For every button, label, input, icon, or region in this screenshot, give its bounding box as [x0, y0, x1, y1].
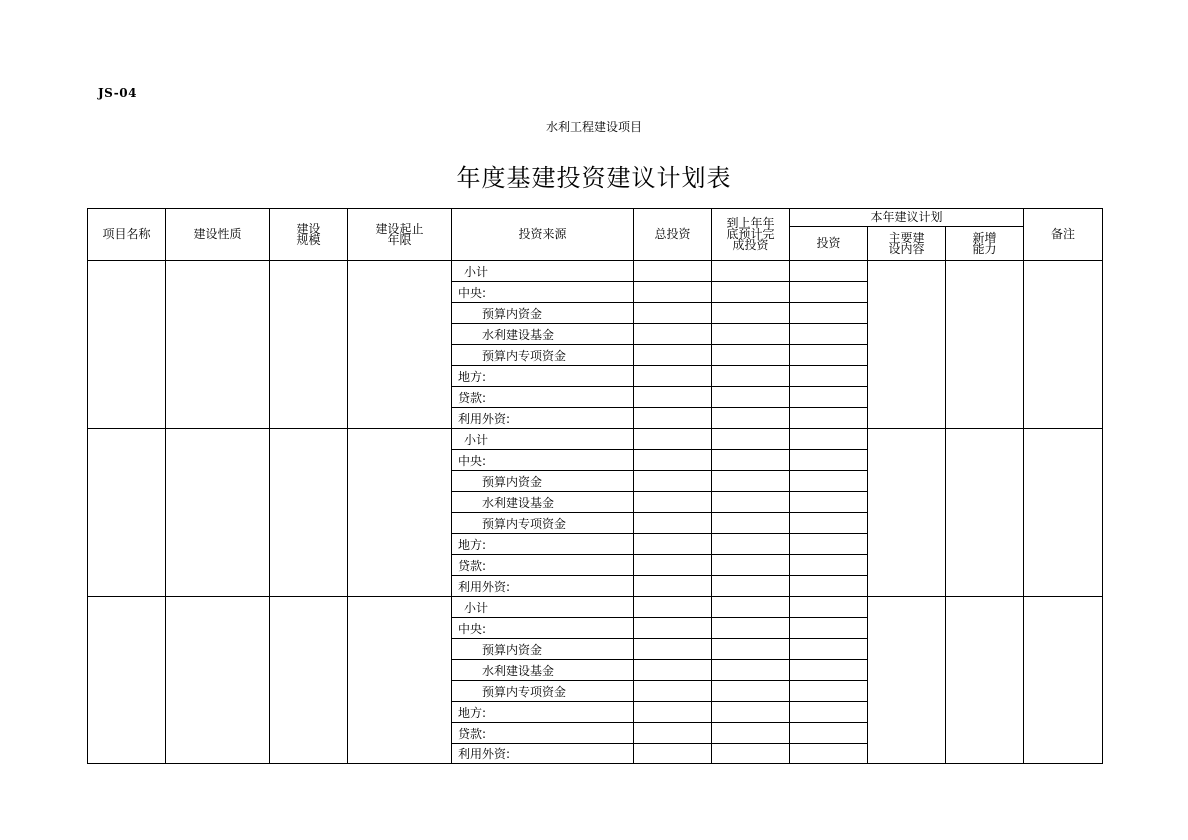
remarks-cell[interactable]: [1024, 597, 1103, 764]
total-investment-cell[interactable]: [634, 429, 712, 450]
total-investment-cell[interactable]: [634, 597, 712, 618]
total-investment-cell[interactable]: [634, 639, 712, 660]
new-capacity-cell[interactable]: [946, 597, 1024, 764]
header-construction-nature: 建设性质: [166, 209, 270, 261]
annual-investment-cell[interactable]: [790, 513, 868, 534]
annual-investment-cell[interactable]: [790, 366, 868, 387]
completed-investment-cell[interactable]: [712, 261, 790, 282]
funding-source-label: 预算内专项资金: [452, 345, 634, 366]
annual-investment-cell[interactable]: [790, 492, 868, 513]
project-name-cell[interactable]: [88, 261, 166, 429]
funding-source-label: 地方:: [452, 534, 634, 555]
funding-source-label: 水利建设基金: [452, 492, 634, 513]
funding-source-label: 小计: [452, 261, 634, 282]
funding-source-label: 地方:: [452, 702, 634, 723]
total-investment-cell[interactable]: [634, 555, 712, 576]
total-investment-cell[interactable]: [634, 513, 712, 534]
annual-investment-cell[interactable]: [790, 261, 868, 282]
annual-investment-cell[interactable]: [790, 282, 868, 303]
total-investment-cell[interactable]: [634, 408, 712, 429]
header-scale-line: 建设: [296, 221, 321, 236]
completed-investment-cell[interactable]: [712, 555, 790, 576]
completed-investment-cell[interactable]: [712, 303, 790, 324]
header-total-investment: 总投资: [634, 209, 712, 261]
completed-investment-cell[interactable]: [712, 702, 790, 723]
completed-investment-cell[interactable]: [712, 597, 790, 618]
funding-source-label: 贷款:: [452, 555, 634, 576]
funding-source-label: 水利建设基金: [452, 660, 634, 681]
main-content-cell[interactable]: [868, 261, 946, 429]
header-annual-plan: 本年建议计划: [790, 209, 1024, 227]
completed-investment-cell[interactable]: [712, 492, 790, 513]
scale-cell[interactable]: [270, 429, 348, 597]
header-scale-line: 规模: [296, 232, 321, 247]
funding-source-label: 地方:: [452, 366, 634, 387]
header-period-line: 建设起止: [375, 221, 424, 236]
completed-investment-cell[interactable]: [712, 660, 790, 681]
annual-investment-cell[interactable]: [790, 450, 868, 471]
annual-investment-cell[interactable]: [790, 723, 868, 744]
header-remarks: 备注: [1024, 209, 1103, 261]
table-body: [88, 261, 1103, 764]
header-funding-source: 投资来源: [452, 209, 634, 261]
header-completed-line: 到上年年: [726, 216, 775, 230]
header-main-content-line: 设内容: [888, 241, 925, 256]
funding-source-label: 中央:: [452, 282, 634, 303]
header-annual-investment: 投资: [790, 227, 868, 261]
annual-investment-cell[interactable]: [790, 555, 868, 576]
total-investment-cell[interactable]: [634, 282, 712, 303]
total-investment-cell[interactable]: [634, 660, 712, 681]
funding-source-label: 预算内专项资金: [452, 513, 634, 534]
total-investment-cell[interactable]: [634, 324, 712, 345]
total-investment-cell[interactable]: [634, 702, 712, 723]
investment-plan-table: [87, 208, 1103, 764]
annual-investment-cell[interactable]: [790, 429, 868, 450]
header-scale: [270, 209, 348, 261]
scale-cell[interactable]: [270, 261, 348, 429]
document-title: 年度基建投资建议计划表: [456, 164, 732, 192]
funding-source-label: 利用外资:: [452, 744, 634, 764]
completed-investment-cell[interactable]: [712, 639, 790, 660]
header-completed-line: 成投资: [732, 238, 769, 252]
construction-nature-cell[interactable]: [166, 429, 270, 597]
completed-investment-cell[interactable]: [712, 513, 790, 534]
main-content-cell[interactable]: [868, 597, 946, 764]
construction-nature-cell[interactable]: [166, 597, 270, 764]
completed-investment-cell[interactable]: [712, 618, 790, 639]
period-cell[interactable]: [348, 261, 452, 429]
annual-investment-cell[interactable]: [790, 660, 868, 681]
remarks-cell[interactable]: [1024, 261, 1103, 429]
document-subtitle: 水利工程建设项目: [545, 120, 642, 134]
scale-cell[interactable]: [270, 597, 348, 764]
period-cell[interactable]: [348, 597, 452, 764]
header-period-line: 年限: [387, 232, 412, 247]
header-project-name: 项目名称: [88, 209, 166, 261]
header-completed-by-last-year: [712, 209, 790, 261]
total-investment-cell[interactable]: [634, 744, 712, 764]
annual-investment-cell[interactable]: [790, 534, 868, 555]
table-row: [88, 597, 1103, 618]
header-new-capacity-line: 新增: [972, 230, 997, 245]
total-investment-cell[interactable]: [634, 450, 712, 471]
total-investment-cell[interactable]: [634, 345, 712, 366]
project-name-cell[interactable]: [88, 429, 166, 597]
funding-source-label: 预算内资金: [452, 471, 634, 492]
header-new-capacity-line: 能力: [972, 241, 997, 256]
completed-investment-cell[interactable]: [712, 744, 790, 764]
funding-source-label: 预算内资金: [452, 303, 634, 324]
annual-investment-cell[interactable]: [790, 324, 868, 345]
annual-investment-cell[interactable]: [790, 702, 868, 723]
funding-source-label: 贷款:: [452, 723, 634, 744]
funding-source-label: 小计: [452, 597, 634, 618]
funding-source-label: 中央:: [452, 450, 634, 471]
total-investment-cell[interactable]: [634, 723, 712, 744]
annual-investment-cell[interactable]: [790, 408, 868, 429]
new-capacity-cell[interactable]: [946, 261, 1024, 429]
completed-investment-cell[interactable]: [712, 345, 790, 366]
funding-source-label: 水利建设基金: [452, 324, 634, 345]
completed-investment-cell[interactable]: [712, 429, 790, 450]
completed-investment-cell[interactable]: [712, 282, 790, 303]
annual-investment-cell[interactable]: [790, 303, 868, 324]
total-investment-cell[interactable]: [634, 261, 712, 282]
funding-source-label: 预算内资金: [452, 639, 634, 660]
remarks-cell[interactable]: [1024, 429, 1103, 597]
completed-investment-cell[interactable]: [712, 681, 790, 702]
annual-investment-cell[interactable]: [790, 387, 868, 408]
annual-investment-cell[interactable]: [790, 345, 868, 366]
header-main-content-line: 主要建: [888, 230, 925, 245]
total-investment-cell[interactable]: [634, 534, 712, 555]
header-new-capacity: [946, 227, 1024, 261]
total-investment-cell[interactable]: [634, 618, 712, 639]
form-code: JS-04: [98, 86, 137, 100]
annual-investment-cell[interactable]: [790, 576, 868, 597]
funding-source-label: 预算内专项资金: [452, 681, 634, 702]
annual-investment-cell[interactable]: [790, 618, 868, 639]
total-investment-cell[interactable]: [634, 366, 712, 387]
new-capacity-cell[interactable]: [946, 429, 1024, 597]
construction-nature-cell[interactable]: [166, 261, 270, 429]
header-completed-line: 底预计完: [726, 227, 775, 241]
funding-source-label: 中央:: [452, 618, 634, 639]
period-cell[interactable]: [348, 429, 452, 597]
annual-investment-cell[interactable]: [790, 639, 868, 660]
completed-investment-cell[interactable]: [712, 387, 790, 408]
annual-investment-cell[interactable]: [790, 681, 868, 702]
completed-investment-cell[interactable]: [712, 450, 790, 471]
total-investment-cell[interactable]: [634, 576, 712, 597]
completed-investment-cell[interactable]: [712, 324, 790, 345]
header-period: [348, 209, 452, 261]
header-main-content: [868, 227, 946, 261]
funding-source-label: 贷款:: [452, 387, 634, 408]
total-investment-cell[interactable]: [634, 681, 712, 702]
funding-source-label: 利用外资:: [452, 408, 634, 429]
main-content-cell[interactable]: [868, 429, 946, 597]
total-investment-cell[interactable]: [634, 387, 712, 408]
completed-investment-cell[interactable]: [712, 723, 790, 744]
funding-source-label: 利用外资:: [452, 576, 634, 597]
total-investment-cell[interactable]: [634, 492, 712, 513]
completed-investment-cell[interactable]: [712, 366, 790, 387]
annual-investment-cell[interactable]: [790, 471, 868, 492]
completed-investment-cell[interactable]: [712, 408, 790, 429]
table-row: [88, 261, 1103, 282]
table-row: [88, 429, 1103, 450]
completed-investment-cell[interactable]: [712, 534, 790, 555]
annual-investment-cell[interactable]: [790, 597, 868, 618]
total-investment-cell[interactable]: [634, 471, 712, 492]
project-name-cell[interactable]: [88, 597, 166, 764]
completed-investment-cell[interactable]: [712, 576, 790, 597]
completed-investment-cell[interactable]: [712, 471, 790, 492]
funding-source-label: 小计: [452, 429, 634, 450]
total-investment-cell[interactable]: [634, 303, 712, 324]
annual-investment-cell[interactable]: [790, 744, 868, 764]
